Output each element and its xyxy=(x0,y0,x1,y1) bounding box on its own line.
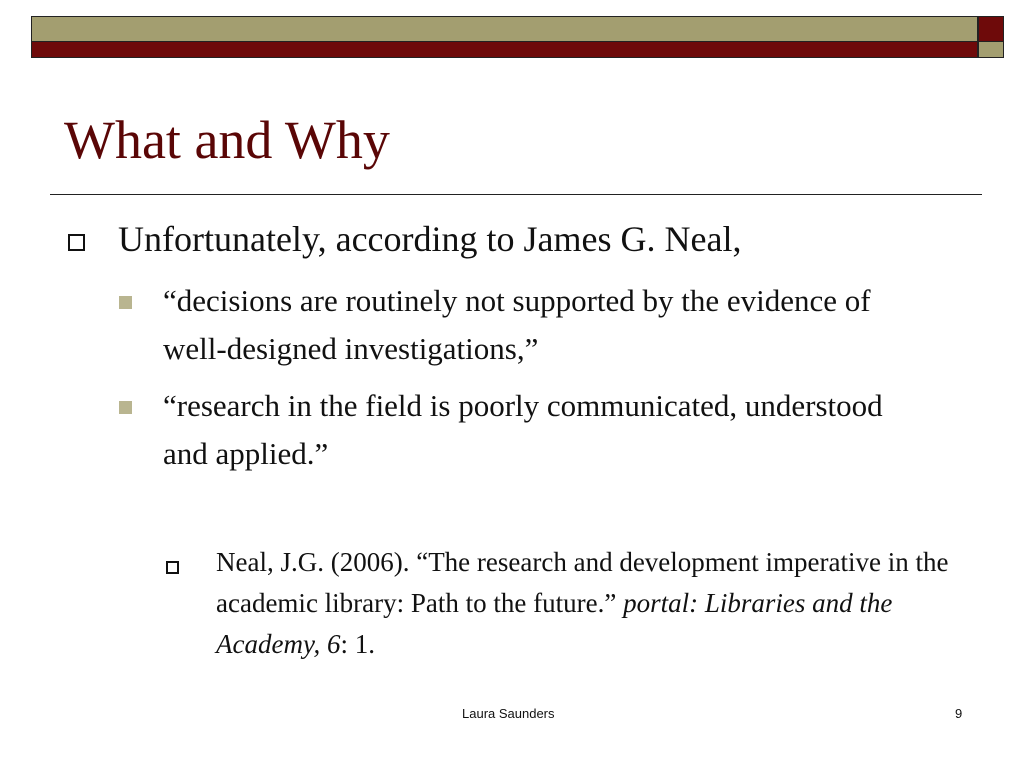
filled-square-bullet-icon xyxy=(119,296,132,309)
footer-page-number: 9 xyxy=(955,706,963,721)
header-square-red xyxy=(978,16,1004,42)
citation-text xyxy=(216,542,996,665)
header-square-olive xyxy=(978,42,1004,58)
header-band-top xyxy=(31,16,978,42)
citation-suffix: : 1. xyxy=(340,629,375,659)
citation-journal: portal: Libraries and the Academy, 6 xyxy=(216,588,893,659)
sub-bullet-2-text: “research in the field is poorly communicated, understood and applied.” xyxy=(163,388,883,471)
hollow-square-bullet-icon xyxy=(68,234,85,251)
citation-plain: Neal, J.G. (2006). “The research and development imperative in the academic library: Path to the future.” xyxy=(216,547,949,618)
hollow-square-bullet-icon xyxy=(166,561,179,574)
header-band-bottom xyxy=(31,42,978,58)
footer-author: Laura Saunders xyxy=(462,706,555,721)
title-underline xyxy=(50,194,982,195)
bullet-1-text: Unfortunately, according to James G. Neal, xyxy=(118,219,742,259)
sub-bullet-1-text: “decisions are routinely not supported by the evidence of well-designed investigations,” xyxy=(163,283,871,366)
slide-title: What and Why xyxy=(64,110,390,170)
filled-square-bullet-icon xyxy=(119,401,132,414)
